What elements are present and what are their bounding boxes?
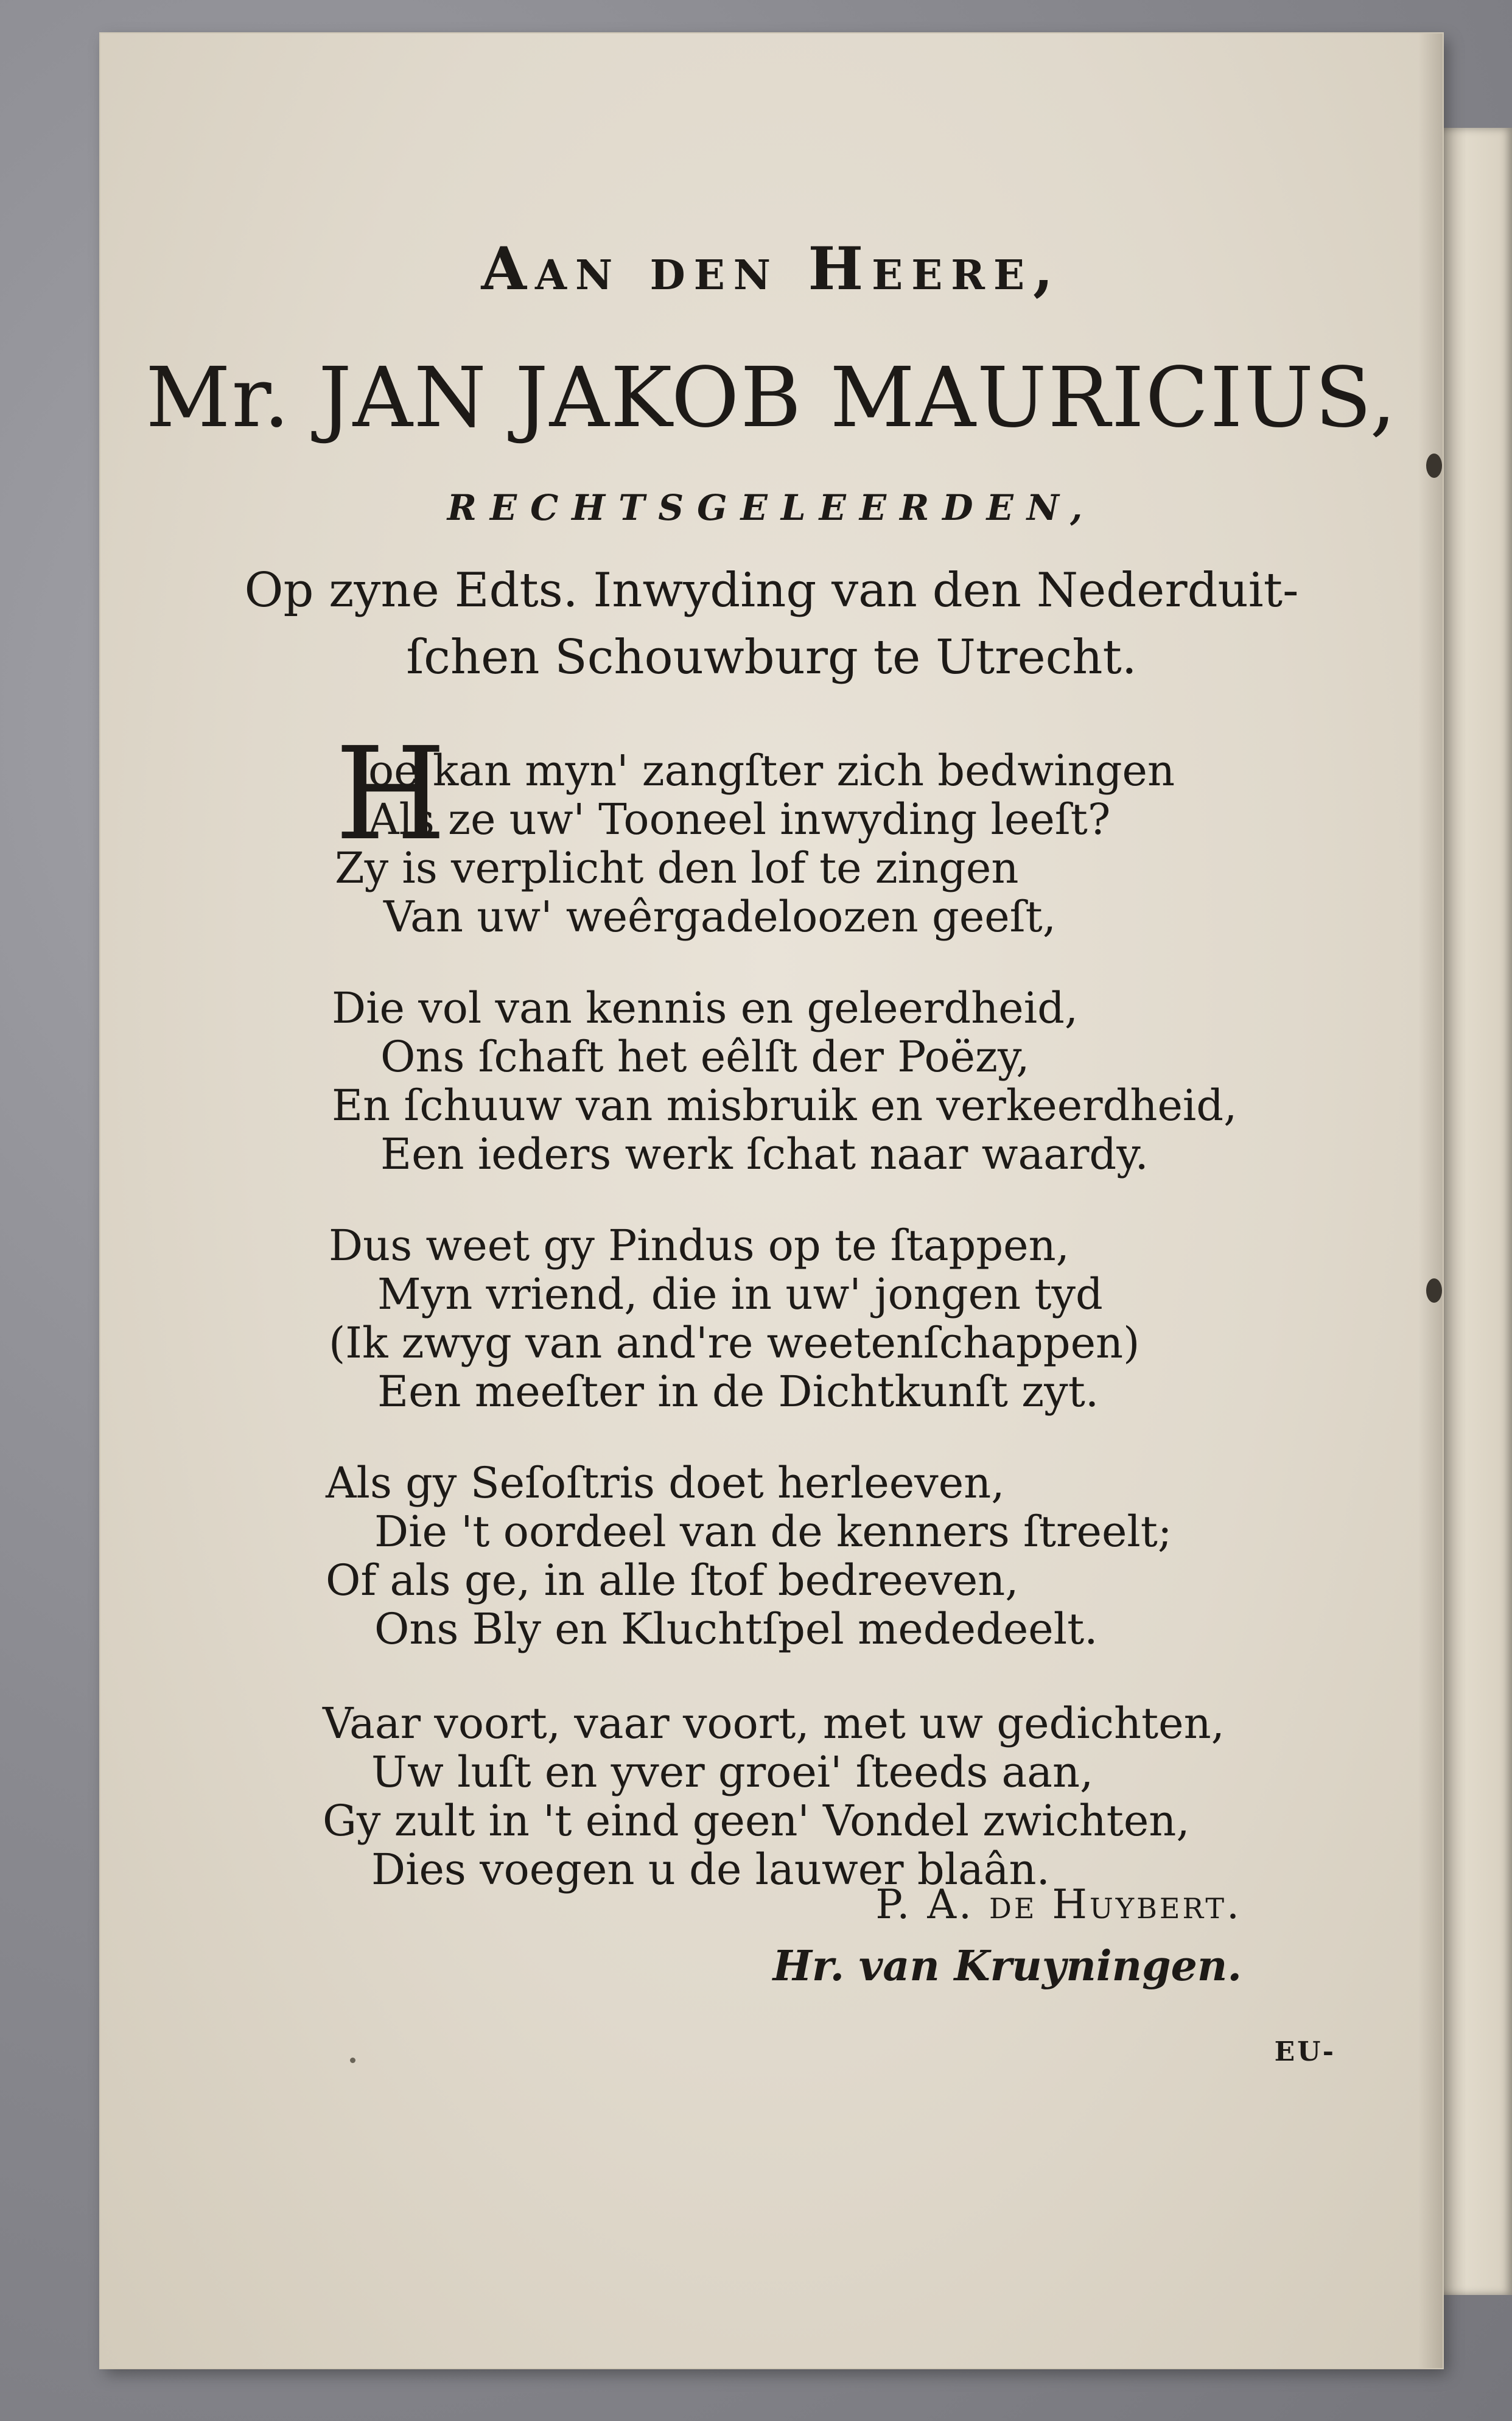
verse-line: Als ze uw' Tooneel inwyding leeſt?: [368, 794, 1111, 844]
verse-line: Dus weet gy Pindus op te ſtappen,: [329, 1221, 1069, 1270]
signature-title: Hr. van Kruyningen.: [772, 1942, 1242, 1991]
verse-line: Dies voegen u de lauwer blaân.: [371, 1845, 1050, 1894]
catchword: EU-: [1274, 2036, 1336, 2067]
stitch-hole: [1426, 454, 1442, 478]
page-content: [100, 33, 1443, 2368]
verse-line: Ons Bly en Kluchtſpel mededeelt.: [374, 1604, 1098, 1654]
verse-line: Ons ſchaft het eêlſt der Poëzy,: [380, 1032, 1030, 1082]
verse-line: Uw luſt en yver groei' ſteeds aan,: [371, 1747, 1094, 1797]
subtitle-line-1: Op zyne Edts. Inwyding van den Nederduit-: [244, 563, 1299, 618]
verse-line: Van uw' weêrgadeloozen geeſt,: [383, 892, 1056, 942]
heading-salutation: Aan den Heere,: [481, 234, 1062, 303]
verse-line: Een ieders werk ſchat naar waardy.: [380, 1129, 1149, 1179]
verse-line: Of als ge, in alle ſtof bedreeven,: [326, 1555, 1019, 1605]
verse-line: Zy is verplicht den lof te zingen: [335, 843, 1019, 893]
book-page: [100, 33, 1443, 2368]
verse-line: En ſchuuw van misbruik en verkeerdheid,: [332, 1081, 1237, 1130]
verse-line: Een meeſter in de Dichtkunſt zyt.: [377, 1367, 1099, 1417]
verse-line: oe kan myn' zangſter zich bedwingen: [368, 746, 1175, 796]
verse-line: Die vol van kennis en geleerdheid,: [332, 983, 1079, 1033]
next-page-edge: [1443, 128, 1512, 2295]
verse-line: Myn vriend, die in uw' jongen tyd: [377, 1269, 1103, 1319]
ink-dot: [350, 2058, 355, 2063]
heading-name: Mr. JAN JAKOB MAURICIUS,: [145, 350, 1398, 446]
verse-line: (Ik zwyg van and're weetenſchappen): [329, 1318, 1140, 1368]
heading-profession: RECHTSGELEERDEN,: [447, 487, 1096, 528]
verse-line: Gy zult in 't eind geen' Vondel zwichten,: [323, 1796, 1190, 1846]
verse-line: Die 't oordeel van de kenners ſtreelt;: [374, 1507, 1172, 1557]
signature-name: P. A. de Huybert.: [875, 1881, 1242, 1928]
verse-line: Als gy Seſoſtris doet herleeven,: [326, 1458, 1005, 1508]
verse-line: Vaar voort, vaar voort, met uw gedichten,: [323, 1698, 1225, 1748]
subtitle-line-2: ſchen Schouwburg te Utrecht.: [406, 630, 1137, 685]
drop-cap: H: [335, 720, 447, 869]
stitch-hole: [1426, 1278, 1442, 1303]
